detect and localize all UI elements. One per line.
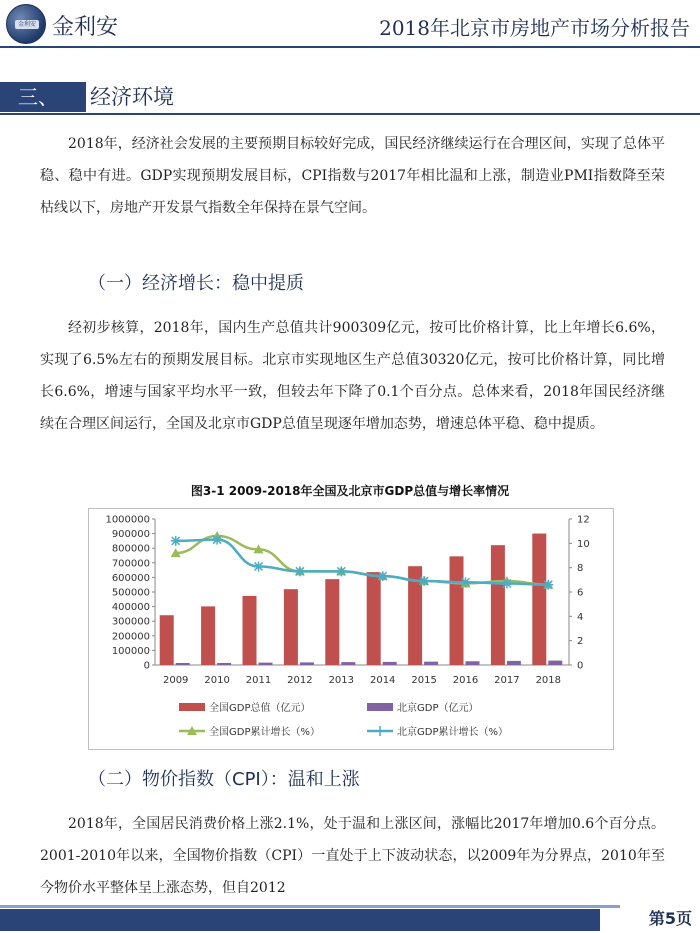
bar-national-gdp: [243, 596, 257, 665]
logo-label: 金利安: [15, 20, 39, 29]
y2-tick-label: 6: [577, 587, 584, 599]
bar-beijing-gdp: [466, 661, 480, 665]
subheading-cpi: （二）物价指数（CPI）：温和上涨: [88, 769, 360, 790]
bar-beijing-gdp: [176, 663, 190, 665]
x-tick-label: 2015: [411, 675, 437, 686]
y-tick-label: 200000: [111, 631, 150, 643]
point-beijing-growth: [212, 535, 222, 545]
legend-swatch: [367, 703, 393, 711]
figure-caption: 图3-1 2009-2018年全国及北京市GDP总值与增长率情况: [190, 484, 510, 498]
y-tick-label: 500000: [111, 587, 150, 599]
legend-marker: [375, 726, 385, 736]
section-title: 经济环境: [90, 85, 174, 109]
footer-accent-line: [0, 905, 620, 908]
bar-national-gdp: [160, 615, 174, 665]
brand-name: 金利安: [52, 15, 119, 40]
paragraph-cpi: 2018年，全国居民消费价格上涨2.1%，处于温和上涨区间，涨幅比2017年增加0.6个百分点。2001-2010年以来，全国物价指数（CPI）一直处于上下波动状态，以2009年为分界点，2010年至今物价水平整体呈上涨态势，但自2012: [40, 816, 665, 896]
legend-label: 北京GDP（亿元）: [397, 703, 479, 714]
y-tick-label: 800000: [111, 543, 150, 555]
gdp-chart: [88, 508, 614, 750]
subheading-growth: （一）经济增长：稳中提质: [88, 273, 304, 294]
y2-tick-label: 12: [577, 514, 590, 526]
company-logo-icon: [6, 4, 46, 44]
section-heading: [0, 82, 700, 112]
y-tick-label: 600000: [111, 572, 150, 584]
section-divider: [0, 113, 700, 115]
y-tick-label: 1000000: [105, 514, 150, 526]
bar-beijing-gdp: [383, 662, 397, 665]
y2-tick-label: 8: [577, 563, 584, 575]
x-tick-label: 2016: [452, 675, 479, 686]
x-tick-label: 2014: [369, 675, 396, 686]
section-number: 三、: [0, 82, 86, 112]
point-beijing-growth: [419, 576, 429, 586]
point-beijing-growth: [461, 577, 471, 587]
y-tick-label: 900000: [111, 529, 150, 541]
x-tick-label: 2011: [245, 675, 272, 686]
legend-label: 全国GDP总值（亿元）: [209, 703, 311, 714]
paragraph-gdp: 经初步核算，2018年，国内生产总值共计900309亿元，按可比价格计算，比上年增长6.6%，实现了6.5%左右的预期发展目标。北京市实现地区生产总值30320亿元，按可比价格计算，同比增长6.6%，增速与国家平均水平一致，但较去年下降了0.1个百分点。总体来看，2018年国民经济继续在合理区间运行，全国及北京市GDP总值呈现逐年增加态势，增速总体平稳、稳中提质。: [40, 320, 665, 432]
bar-beijing-gdp: [217, 663, 231, 665]
y-tick-label: 100000: [111, 645, 150, 657]
y-tick-label: 700000: [111, 558, 150, 570]
bar-national-gdp: [450, 556, 464, 665]
page-number: 第5页: [648, 909, 692, 928]
y2-tick-label: 0: [577, 660, 584, 672]
legend-label: 全国GDP累计增长（%）: [209, 727, 320, 738]
bar-national-gdp: [325, 579, 339, 665]
x-tick-label: 2013: [328, 675, 355, 686]
point-beijing-growth: [378, 571, 388, 581]
bar-beijing-gdp: [300, 662, 314, 665]
x-tick-label: 2017: [494, 675, 520, 686]
x-tick-label: 2012: [287, 675, 313, 686]
y2-tick-label: 2: [577, 636, 584, 648]
point-beijing-growth: [295, 566, 305, 576]
bar-national-gdp: [284, 589, 298, 665]
y2-tick-label: 4: [577, 611, 584, 623]
bar-beijing-gdp: [341, 662, 355, 665]
point-beijing-growth: [543, 580, 553, 590]
x-tick-label: 2018: [535, 675, 562, 686]
point-beijing-growth: [254, 561, 264, 571]
bar-beijing-gdp: [424, 662, 438, 665]
point-beijing-growth: [502, 578, 512, 588]
bar-national-gdp: [201, 606, 215, 665]
bar-national-gdp: [491, 545, 505, 665]
bar-beijing-gdp: [259, 663, 273, 665]
y-tick-label: 400000: [111, 602, 150, 614]
y-tick-label: 0: [143, 660, 150, 672]
bar-national-gdp: [367, 572, 381, 665]
bar-beijing-gdp: [507, 661, 521, 665]
x-tick-label: 2010: [204, 675, 230, 686]
paragraph-intro: 2018年，经济社会发展的主要预期目标较好完成，国民经济继续运行在合理区间，实现了总体平稳、稳中有进。GDP实现预期发展目标，CPI指数与2017年相比温和上涨，制造业PMI指数降至荣枯线以下，房地产开发景气指数全年保持在景气空间。: [40, 136, 665, 216]
header-divider: [0, 46, 700, 48]
document-title: 2018年北京市房地产市场分析报告: [379, 16, 690, 40]
page-header: [0, 0, 700, 50]
y-tick-label: 300000: [111, 616, 150, 628]
legend-label: 北京GDP累计增长（%）: [397, 727, 508, 738]
bar-national-gdp: [532, 534, 546, 665]
y2-tick-label: 10: [577, 538, 590, 550]
point-beijing-growth: [171, 536, 181, 546]
point-beijing-growth: [336, 566, 346, 576]
x-tick-label: 2009: [162, 675, 189, 686]
bar-beijing-gdp: [548, 661, 562, 665]
footer-bar: [0, 909, 600, 931]
legend-swatch: [179, 703, 205, 711]
gdp-chart-svg: [89, 509, 615, 751]
